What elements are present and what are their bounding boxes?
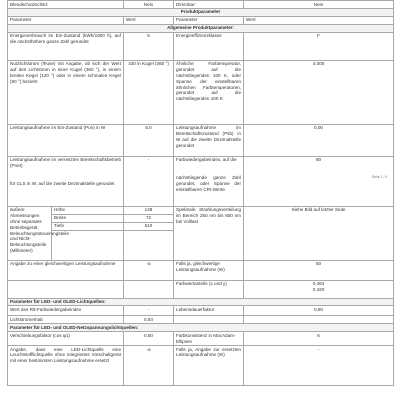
- cri-label-line1: Farbwiedergabeindex, auf die: [176, 157, 237, 162]
- efficiency-label: Energieeffizienzklasse: [174, 32, 244, 60]
- cri-label-line2: nächstliegende ganze Zahl gerundet, oder Spanne der einstellbaren CRI-Werte: [176, 174, 242, 192]
- maint-spacer: [174, 316, 244, 324]
- table-row: [8, 32, 394, 60]
- dim-w-value: 72: [124, 214, 174, 222]
- cri-value: 80: [244, 156, 394, 206]
- dim-w-label: Breite: [52, 214, 124, 222]
- chroma-spacer: [8, 280, 124, 298]
- flux-value: 430 in Kugel (360 °): [124, 60, 174, 124]
- table-row: [8, 280, 394, 298]
- chroma-x-value: 0,463: [312, 281, 325, 286]
- dim-d-label: Tiefe: [52, 222, 124, 230]
- equiv-value: -a: [124, 260, 174, 280]
- chroma-values: [244, 280, 394, 298]
- equiv2-value: 50: [244, 260, 394, 280]
- spectral-value: Siehe Bild auf letzter Seite: [244, 206, 394, 260]
- header-param: Parameter: [8, 16, 124, 24]
- standby-value: 0,00: [244, 124, 394, 156]
- header-param2: Parameter: [174, 16, 244, 24]
- efficiency-value: F: [244, 32, 394, 60]
- energy-value: 5: [124, 32, 174, 60]
- equiv-label: Angabe zu einer gleichwertigen Leistungsaufnahme: [8, 260, 124, 280]
- replace-value: -a: [124, 346, 174, 386]
- replace-label: Angabe, dass eine LED-Lichtquelle eine Leuchtstofflichtquelle ohne integriertes Vorschaltgerät mit einer bestimmten Leistungsaufnahme ersetzt: [8, 346, 124, 386]
- dims-spacer-value: [124, 230, 174, 260]
- column-header-row: [8, 16, 394, 24]
- datasheet-table: [7, 0, 394, 386]
- cct-value: 4.000: [244, 60, 394, 124]
- maint-spacer-value: [244, 316, 394, 324]
- network-label-line1: Leistungsaufnahme im vernetzten Bereitschaftsbetrieb (Pnet): [10, 157, 122, 168]
- cct-label: Ähnliche Farbtemperatur, gerundet auf die nächstliegenden 100 K, oder Spanne der einstellbaren ähnlichen Farbtemperaturen, gerundet auf die nächstliegenden 100 K: [174, 60, 244, 124]
- table-row: [8, 156, 394, 206]
- section-led-oled: Parameter für LED- und OLED-Lichtquellen:: [8, 298, 394, 306]
- maint-label: Lichtstromerhalt: [8, 316, 124, 324]
- dim-h-value: 148: [124, 206, 174, 214]
- life-label: Lebensdauerfaktor: [174, 306, 244, 316]
- power-on-label: Leistungsaufnahme im Ein-Zustand (Pon) in W: [8, 124, 124, 156]
- maint-value: 0,93: [124, 316, 174, 324]
- dim-h-label: Höhe: [52, 206, 124, 214]
- network-label-line2: für CLS in W, auf die zweite Dezimalstelle gerundet: [10, 180, 115, 186]
- shift-label: Verschiebungsfaktor (cos φ1): [8, 332, 124, 346]
- equiv2-label: Falls ja, gleichwertige Leistungsaufnahme (W): [174, 260, 244, 280]
- top-label: Blendschutzschild:: [8, 1, 124, 9]
- network-value: -: [124, 156, 174, 206]
- section-led-oled-network: Parameter für LED- und OLED-Netzspannungslichtquellen:: [8, 324, 394, 332]
- energy-label: Energieverbrauch im Ein-Zustand (kWh/1000 h), auf die nächsthöhere ganze Zahl gerundet: [8, 32, 124, 60]
- chroma-spacer-value: [124, 280, 174, 298]
- dim-d-value: 510: [124, 222, 174, 230]
- shift-value: 0,50: [124, 332, 174, 346]
- table-row: [8, 60, 394, 124]
- replace2-value: -: [244, 346, 394, 386]
- spectral-label: Spektrale Strahlungsverteilung im Bereich 250 nm bis 800 nm bei Volllast: [174, 206, 244, 260]
- table-row: [8, 260, 394, 280]
- top-label2: Dimmbar:: [174, 1, 244, 9]
- consist-value: 6: [244, 332, 394, 346]
- dims-label: äußere Abmessungen ohne separates Betriebsgerät, Beleuchtungssteuerungsteile und Nicht-Beleuchtungsteile (Millimeter): [8, 206, 52, 260]
- top-value2: Nein: [244, 1, 394, 9]
- chroma-y-value: 0,420: [312, 286, 325, 292]
- section-product-params: Produktparameter: [8, 8, 394, 16]
- section-general: Allgemeine Produktparameter:: [8, 24, 394, 32]
- consist-label: Farbkonsistenz in MacAdam-Ellipsen: [174, 332, 244, 346]
- table-row: [8, 124, 394, 156]
- r9-label: Wert des R9-Farbwiedergabeindex: [8, 306, 124, 316]
- header-value: Wert: [124, 16, 174, 24]
- top-row: [8, 1, 394, 9]
- flux-label: Nutzlichtstrom (Φuse) mit Angabe, ob sich der Wert auf den Lichtstrom in einer Kugel (360 °), in einem breiten Kegel (120 °) oder in einem schmalen Kegel (90 °) bezieht: [8, 60, 124, 124]
- network-label: [8, 156, 124, 206]
- table-row: [8, 316, 394, 324]
- top-value: Nein: [124, 1, 174, 9]
- replace2-label: Falls ja, Angabe zur ersetzten Leistungsaufnahme (W): [174, 346, 244, 386]
- life-value: 0,90: [244, 306, 394, 316]
- table-row: [8, 206, 394, 214]
- chroma-label: Farbwertanteile (x und y): [174, 280, 244, 298]
- table-row: [8, 346, 394, 386]
- standby-label: Leistungsaufnahme im Bereitschaftszustand (Psb) in W auf die zweite Dezimalstelle gerundet: [174, 124, 244, 156]
- page-number: Seite 1 / 4: [372, 175, 388, 179]
- cri-label: [174, 156, 244, 206]
- r9-value: -: [124, 306, 174, 316]
- power-on-value: 5,0: [124, 124, 174, 156]
- table-row: [8, 332, 394, 346]
- table-row: [8, 306, 394, 316]
- header-value2: Wert: [244, 16, 394, 24]
